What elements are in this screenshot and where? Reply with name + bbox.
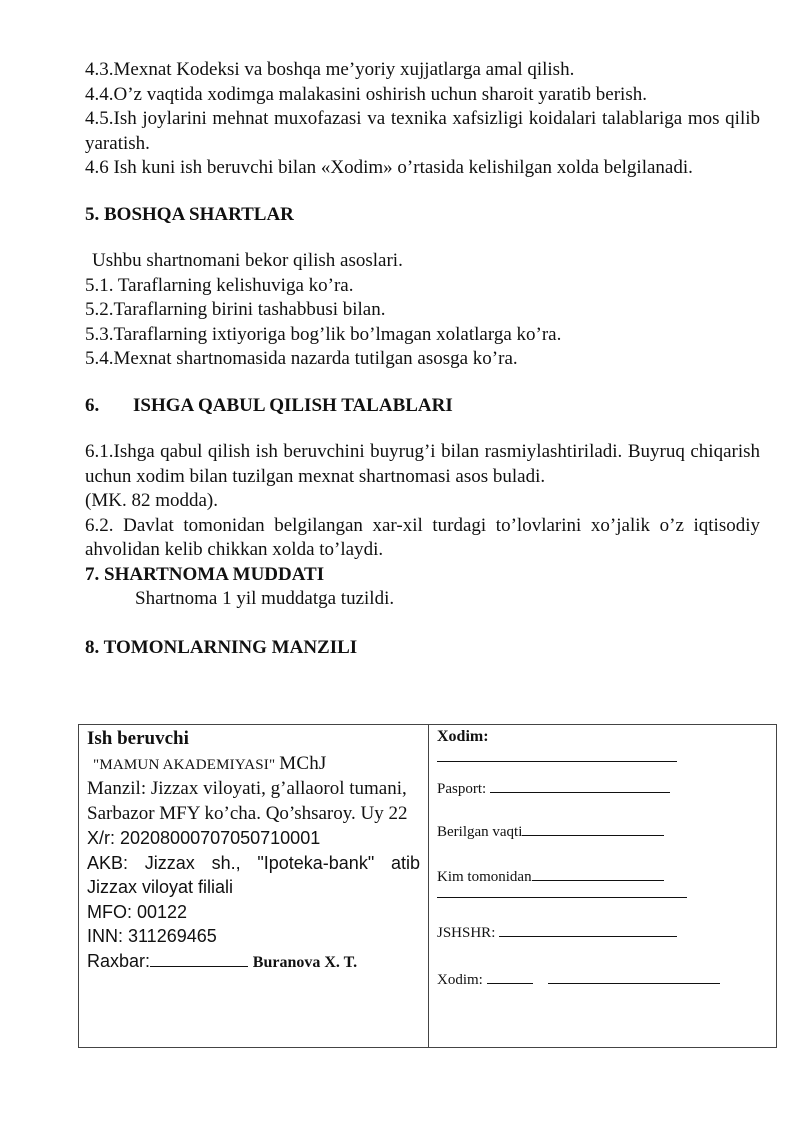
jshshr-row	[437, 922, 768, 943]
issued-by-extra-line	[437, 897, 687, 898]
employer-street: Sarbazor MFY ko’cha. Qo’shsaroy. Uy 22	[87, 802, 408, 824]
employer-mfo: MFO: 00122	[87, 901, 188, 922]
section-6-heading	[85, 394, 760, 419]
passport-label: Pasport:	[437, 781, 487, 797]
jshshr-line	[499, 922, 677, 937]
section-6-title: ISHGA QABUL QILISH TALABLARI	[133, 394, 453, 416]
clause-4-6: 4.6 Ish kuni ish beruvchi bilan «Xodim» o’rtasida kelishilgan xolda belgilanadi.	[85, 157, 693, 178]
employee-signature-line	[487, 969, 533, 984]
head-signature-line	[150, 952, 248, 967]
employee-signature-row	[437, 969, 768, 990]
clause-6-1-reference: (MK. 82 modda).	[85, 490, 218, 511]
section-5-intro: Ushbu shartnomani bekor qilish asoslari.	[92, 250, 403, 271]
clause-4-5: 4.5.Ish joylarini mehnat muxofazasi va texnika xafsizligi koidalari talablariga mos qilib yaratish.	[85, 108, 760, 154]
clause-5-4: 5.4.Mexnat shartnomasida nazarda tutilgan asosga ko’ra.	[85, 348, 518, 369]
addresses-table	[78, 724, 777, 1048]
section-8-heading: 8. TOMONLARNING MANZILI	[85, 636, 358, 658]
section-7-text: Shartnoma 1 yil muddatga tuzildi.	[135, 588, 395, 609]
issued-date-label: Berilgan vaqti	[437, 824, 523, 840]
employee-signature-label: Xodim:	[437, 972, 483, 988]
clause-4-3: 4.3.Mexnat Kodeksi va boshqa me’yoriy xujjatlarga amal qilish.	[85, 59, 575, 80]
head-name: Buranova X. T.	[252, 953, 358, 971]
issued-date-line	[522, 821, 664, 836]
clause-5-3: 5.3.Taraflarning ixtiyoriga bog’lik bo’lmagan xolatlarga ko’ra.	[85, 323, 562, 345]
employer-bank: AKB: Jizzax sh., "Ipoteka-bank" atib Jizzax viloyat filiali	[87, 852, 420, 897]
employer-company	[87, 752, 420, 778]
employee-name-signature-line	[548, 969, 720, 984]
section-6-number: 6.	[85, 394, 100, 416]
clause-4-4: 4.4.O’z vaqtida xodimga malakasini oshirish uchun sharoit yaratib berish.	[85, 83, 647, 105]
employer-title: Ish beruvchi	[87, 728, 189, 749]
passport-row	[437, 778, 768, 799]
section-7-heading: 7. SHARTNOMA MUDDATI	[85, 563, 325, 585]
issued-by-label: Kim tomonidan	[437, 869, 532, 885]
employee-cell	[429, 725, 777, 1048]
employer-head	[87, 949, 420, 976]
head-label: Raxbar:	[87, 950, 151, 971]
company-form: MChJ	[279, 752, 327, 774]
jshshr-label: JSHSHR:	[437, 925, 496, 941]
document-page	[85, 58, 760, 660]
employer-account: X/r: 20208000707050710001	[87, 828, 321, 848]
clause-5-1: 5.1. Taraflarning kelishuviga ko’ra.	[85, 274, 354, 296]
employer-cell	[79, 725, 429, 1048]
section-5-heading: 5. BOSHQA SHARTLAR	[85, 203, 294, 225]
passport-line	[490, 778, 670, 793]
clause-5-2: 5.2.Taraflarning birini tashabbusi bilan.	[85, 299, 386, 320]
issued-by-row	[437, 866, 768, 887]
clause-6-1: 6.1.Ishga qabul qilish ish beruvchini buyrug’i bilan rasmiylashtiriladi. Buyruq chiqarish uchun xodim bilan tuzilgan mexnat shartnomasi asos buladi.	[85, 441, 760, 487]
employer-inn: INN: 311269465	[87, 926, 217, 946]
employer-address: Manzil: Jizzax viloyati, g’allaorol tumani,	[87, 778, 407, 799]
clause-6-2: 6.2. Davlat tomonidan belgilangan xar-xil turdagi to’lovlarini xo’jalik o’z iqtisodiy ahvolidan kelib chikkan xolda to’laydi.	[85, 514, 760, 560]
issued-by-line	[532, 866, 664, 881]
employee-name-line	[437, 761, 677, 762]
employee-title: Xodim:	[437, 728, 489, 745]
company-name: "MAMUN AKADEMIYASI"	[93, 756, 276, 773]
issued-date-row	[437, 821, 768, 842]
